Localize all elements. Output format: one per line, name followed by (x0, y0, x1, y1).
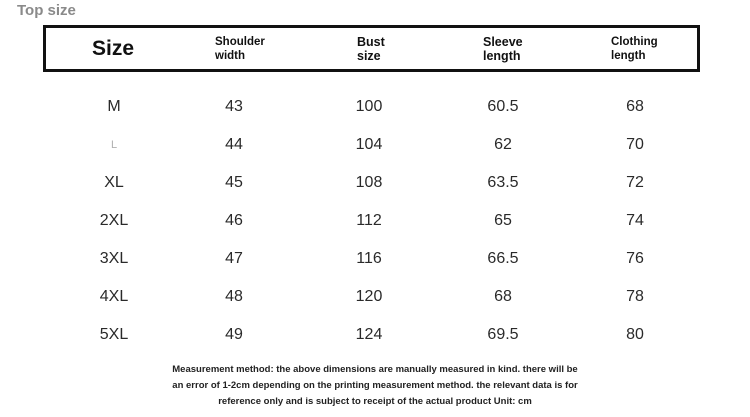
cell-clothing: 80 (626, 326, 644, 343)
header-bust-label: Bust size (357, 34, 385, 63)
header-size-label: Size (92, 36, 135, 60)
cell-shoulder: 44 (225, 136, 243, 153)
header-bust-size (357, 28, 385, 69)
cell-bust: 124 (355, 326, 383, 343)
cell-clothing: 78 (626, 288, 644, 305)
cell-sleeve: 68 (494, 288, 512, 305)
table-row (0, 202, 750, 240)
cell-size: XL (104, 174, 124, 191)
cell-bust: 116 (356, 250, 382, 267)
cell-sleeve: 62 (494, 136, 512, 153)
measurement-note (0, 362, 750, 410)
cell-bust: 108 (355, 174, 383, 191)
cell-clothing: 72 (626, 174, 644, 191)
cell-clothing: 68 (626, 98, 644, 115)
cell-size: 2XL (99, 212, 129, 229)
header-sleeve-length (483, 28, 523, 69)
cell-bust: 100 (355, 98, 383, 115)
cell-bust: 120 (355, 288, 383, 305)
header-sleeve-label: Sleeve length (483, 34, 523, 63)
header-clothing-label: Clothing length (611, 35, 658, 62)
cell-bust: 112 (356, 212, 382, 229)
note-line: Measurement method: the above dimensions are manually measured in kind. there will be (172, 364, 578, 375)
size-table-header (43, 25, 700, 72)
cell-sleeve: 63.5 (487, 174, 519, 191)
cell-size: M (107, 98, 121, 115)
table-row (0, 316, 750, 354)
cell-size: 4XL (99, 288, 129, 305)
table-row (0, 240, 750, 278)
cell-shoulder: 48 (225, 288, 243, 305)
cell-shoulder: 47 (225, 250, 243, 267)
cell-sleeve: 69.5 (487, 326, 519, 343)
cell-shoulder: 46 (225, 212, 243, 229)
header-clothing-length (611, 28, 658, 69)
page-title: Top size (17, 2, 76, 19)
cell-size: L (110, 139, 118, 151)
note-line: an error of 1-2cm depending on the printing measurement method. the relevant data is for (172, 380, 578, 391)
table-row (0, 164, 750, 202)
header-shoulder-width (215, 28, 265, 69)
table-row (0, 126, 750, 164)
cell-sleeve: 66.5 (487, 250, 519, 267)
header-size (92, 28, 134, 69)
cell-sleeve: 60.5 (487, 98, 519, 115)
header-shoulder-label: Shoulder width (215, 35, 265, 62)
cell-shoulder: 45 (225, 174, 243, 191)
cell-sleeve: 65 (494, 212, 512, 229)
cell-shoulder: 49 (225, 326, 243, 343)
cell-size: 5XL (99, 326, 129, 343)
cell-size: 3XL (99, 250, 129, 267)
cell-clothing: 74 (626, 212, 644, 229)
cell-bust: 104 (355, 136, 383, 153)
cell-clothing: 76 (626, 250, 644, 267)
cell-shoulder: 43 (225, 98, 243, 115)
note-line: reference only and is subject to receipt of the actual product Unit: cm (218, 396, 532, 407)
cell-clothing: 70 (626, 136, 644, 153)
table-row (0, 88, 750, 126)
table-row (0, 278, 750, 316)
